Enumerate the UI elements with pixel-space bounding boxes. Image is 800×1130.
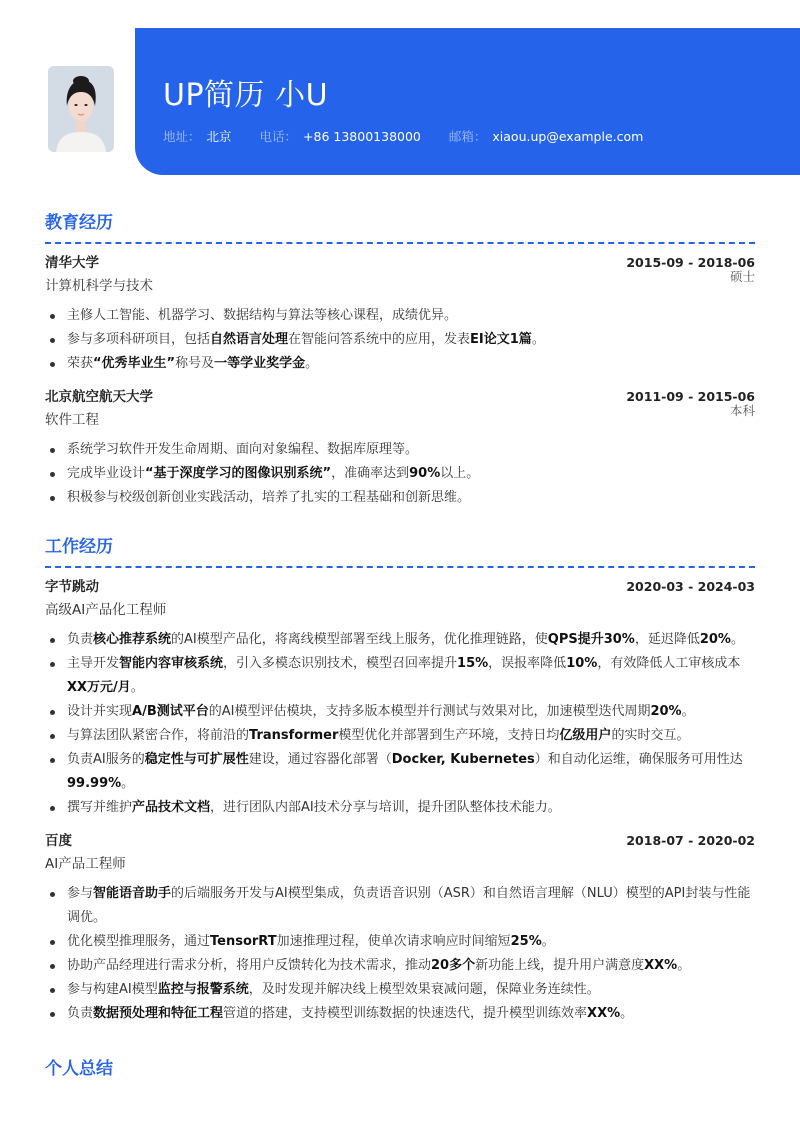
bullet-item: [45, 796, 755, 820]
bullet-text: 在智能问答系统中的应用，发表: [288, 332, 471, 347]
bullet-item: [45, 748, 755, 796]
bullet-text: 负责: [67, 632, 94, 647]
entry-subheader: [45, 403, 755, 432]
highlight-text: 监控与报警系统: [157, 982, 249, 997]
bullet-text: 。: [305, 356, 319, 371]
bullet-item: [45, 930, 755, 954]
entry-organization: 字节跳动: [45, 579, 99, 595]
highlight-text: 20%: [650, 704, 682, 719]
bullet-text: ，有效降低人工审核成本: [597, 656, 741, 671]
contact-email: [449, 129, 643, 145]
entry-role: 高级AI产品化工程师: [45, 602, 167, 618]
highlight-text: 智能语音助手: [93, 886, 172, 901]
bullet-text: 以上。: [440, 466, 480, 481]
highlight-text: 99.99%: [67, 776, 122, 791]
highlight-text: 稳定性与可扩展性: [144, 752, 249, 767]
bullet-list: [45, 882, 755, 1026]
bullet-item: [45, 978, 755, 1002]
bullet-item: [45, 486, 755, 510]
bullet-text: 。: [130, 680, 144, 695]
highlight-text: 15%: [457, 656, 489, 671]
entry-role: 软件工程: [45, 412, 99, 428]
entry-date: 2020-03 - 2024-03: [626, 579, 755, 594]
bullet-item: [45, 328, 755, 352]
highlight-text: 25%: [510, 934, 542, 949]
highlight-text: 自然语言处理: [210, 332, 289, 347]
entry-item: [45, 576, 755, 820]
bullet-text: 建设，通过容器化部署（: [248, 752, 392, 767]
bullet-text: ）和自动化运维，确保服务可用性达: [534, 752, 743, 767]
highlight-text: “优秀毕业生”: [93, 356, 176, 371]
bullet-item: [45, 882, 755, 930]
bullet-text: 负责: [67, 1006, 94, 1021]
contact-value: +86 13800138000: [303, 129, 421, 144]
bullet-item: [45, 1002, 755, 1026]
bullet-list: [45, 304, 755, 376]
bullet-text: 负责AI服务的: [67, 752, 145, 767]
contact-info: [163, 129, 671, 145]
bullet-text: 主修人工智能、机器学习、数据结构与算法等核心课程，成绩优异。: [67, 308, 458, 323]
bullet-list: [45, 438, 755, 510]
highlight-text: XX%: [644, 958, 678, 973]
highlight-text: A/B测试平台: [132, 704, 209, 719]
entry-degree: 本科: [729, 403, 755, 418]
bullet-text: 积极参与校级创新创业实践活动，培养了扎实的工程基础和创新思维。: [67, 490, 471, 505]
entry-role: AI产品工程师: [45, 856, 126, 872]
entry-subheader: [45, 598, 755, 622]
bullet-text: 的后端服务开发与AI模型集成，负责语音识别（ASR）和自然语言理解（NLU）模型的API封装与性能调优。: [67, 886, 751, 925]
section-summary: [45, 1054, 755, 1088]
bullet-text: ，及时发现并解决线上模型效果衰减问题，保障业务连续性。: [248, 982, 600, 997]
bullet-text: 。: [541, 934, 555, 949]
highlight-text: 20多个: [431, 958, 476, 973]
contact-value: 北京: [206, 129, 232, 144]
bullet-text: 。: [730, 632, 744, 647]
bullet-text: ，延迟降低: [634, 632, 700, 647]
highlight-text: Docker, Kubernetes: [391, 752, 535, 767]
bullet-list: [45, 628, 755, 820]
bullet-text: 新功能上线，提升用户满意度: [475, 958, 645, 973]
highlight-text: EI论文1篇: [470, 332, 532, 347]
bullet-text: 主导开发: [67, 656, 120, 671]
bullet-text: 参与: [67, 886, 94, 901]
bullet-item: [45, 628, 755, 652]
bullet-text: 。: [531, 332, 545, 347]
entry-organization: 百度: [45, 833, 72, 849]
bullet-item: [45, 652, 755, 700]
highlight-text: Transformer: [249, 728, 339, 743]
bullet-text: 撰写并维护: [67, 800, 133, 815]
contact-address: [163, 129, 232, 145]
bullet-text: 称号及: [175, 356, 215, 371]
bullet-text: 荣获: [67, 356, 94, 371]
bullet-item: [45, 438, 755, 462]
highlight-text: 20%: [699, 632, 731, 647]
bullet-text: 。: [121, 776, 135, 791]
highlight-text: 产品技术文档: [132, 800, 211, 815]
bullet-text: ，进行团队内部AI技术分享与培训，提升团队整体技术能力。: [210, 800, 561, 815]
bullet-item: [45, 724, 755, 748]
highlight-text: 10%: [566, 656, 598, 671]
highlight-text: QPS提升30%: [547, 632, 635, 647]
contact-label: 邮箱：: [448, 129, 487, 144]
bullet-text: 管道的搭建，支持模型训练数据的快速迭代，提升模型训练效率: [223, 1006, 588, 1021]
bullet-text: 。: [681, 704, 695, 719]
highlight-text: XX%: [587, 1006, 621, 1021]
bullet-text: 系统学习软件开发生命周期、面向对象编程、数据库原理等。: [67, 442, 419, 457]
entry-item: [45, 252, 755, 376]
section-work: [45, 532, 755, 1026]
candidate-name: UP简历 小U: [163, 78, 329, 113]
bullet-text: 与算法团队紧密合作，将前沿的: [67, 728, 250, 743]
section-title: 个人总结: [45, 1059, 113, 1079]
entry-subheader: [45, 852, 755, 876]
bullet-item: [45, 700, 755, 724]
bullet-text: ，准确率达到: [331, 466, 410, 481]
entry-date: 2011-09 - 2015-06: [626, 389, 755, 404]
entry-item: [45, 830, 755, 1026]
bullet-item: [45, 462, 755, 486]
highlight-text: TensorRT: [210, 934, 277, 949]
education-entries: [45, 252, 755, 510]
bullet-item: [45, 304, 755, 328]
entry-header: [45, 830, 755, 852]
entry-header: [45, 252, 755, 274]
bullet-item: [45, 954, 755, 978]
bullet-text: 加速推理过程，使单次请求响应时间缩短: [276, 934, 511, 949]
resume-content: [45, 208, 755, 1110]
entry-date: 2015-09 - 2018-06: [626, 255, 755, 270]
bullet-text: 协助产品经理进行需求分析，将用户反馈转化为技术需求，推动: [67, 958, 432, 973]
highlight-text: 数据预处理和特征工程: [93, 1006, 224, 1021]
bullet-text: 的实时交互。: [611, 728, 690, 743]
section-title: 教育经历: [45, 208, 755, 244]
profile-photo: [48, 66, 114, 152]
work-entries: [45, 576, 755, 1026]
highlight-text: 核心推荐系统: [93, 632, 172, 647]
highlight-text: 90%: [409, 466, 441, 481]
highlight-text: 一等学业奖学金: [214, 356, 306, 371]
bullet-text: 模型优化并部署到生产环境，支持日均: [338, 728, 560, 743]
portrait-icon: [48, 66, 114, 152]
bullet-text: 参与构建AI模型: [67, 982, 158, 997]
bullet-text: 。: [677, 958, 691, 973]
bullet-text: 设计并实现: [67, 704, 133, 719]
entry-role: 计算机科学与技术: [45, 278, 153, 294]
entry-header: [45, 386, 755, 408]
entry-date: 2018-07 - 2020-02: [626, 833, 755, 848]
entry-organization: 北京航空航天大学: [45, 389, 153, 405]
entry-organization: 清华大学: [45, 255, 99, 271]
bullet-text: ，误报率降低: [488, 656, 567, 671]
contact-phone: [260, 129, 421, 145]
bullet-text: ，引入多模态识别技术，模型召回率提升: [223, 656, 458, 671]
highlight-text: “基于深度学习的图像识别系统”: [145, 466, 332, 481]
highlight-text: 亿级用户: [559, 728, 612, 743]
highlight-text: 智能内容审核系统: [119, 656, 224, 671]
bullet-text: 优化模型推理服务，通过: [67, 934, 211, 949]
highlight-text: XX万元/月: [67, 680, 131, 695]
contact-label: 地址：: [163, 129, 201, 144]
section-title: 工作经历: [45, 532, 755, 568]
entry-subheader: [45, 269, 755, 298]
entry-header: [45, 576, 755, 598]
bullet-item: [45, 352, 755, 376]
section-education: [45, 208, 755, 510]
bullet-text: 参与多项科研项目，包括: [67, 332, 211, 347]
bullet-text: 的AI模型产品化，将离线模型部署至线上服务，优化推理链路，使: [171, 632, 548, 647]
bullet-text: 的AI模型评估模块，支持多版本模型并行测试与效果对比，加速模型迭代周期: [208, 704, 651, 719]
bullet-text: 完成毕业设计: [67, 466, 146, 481]
entry-degree: 硕士: [729, 269, 755, 284]
entry-item: [45, 386, 755, 510]
bullet-text: 。: [620, 1006, 634, 1021]
contact-label: 电话：: [259, 129, 298, 144]
contact-value[interactable]: xiaou.up@example.com: [492, 129, 644, 144]
